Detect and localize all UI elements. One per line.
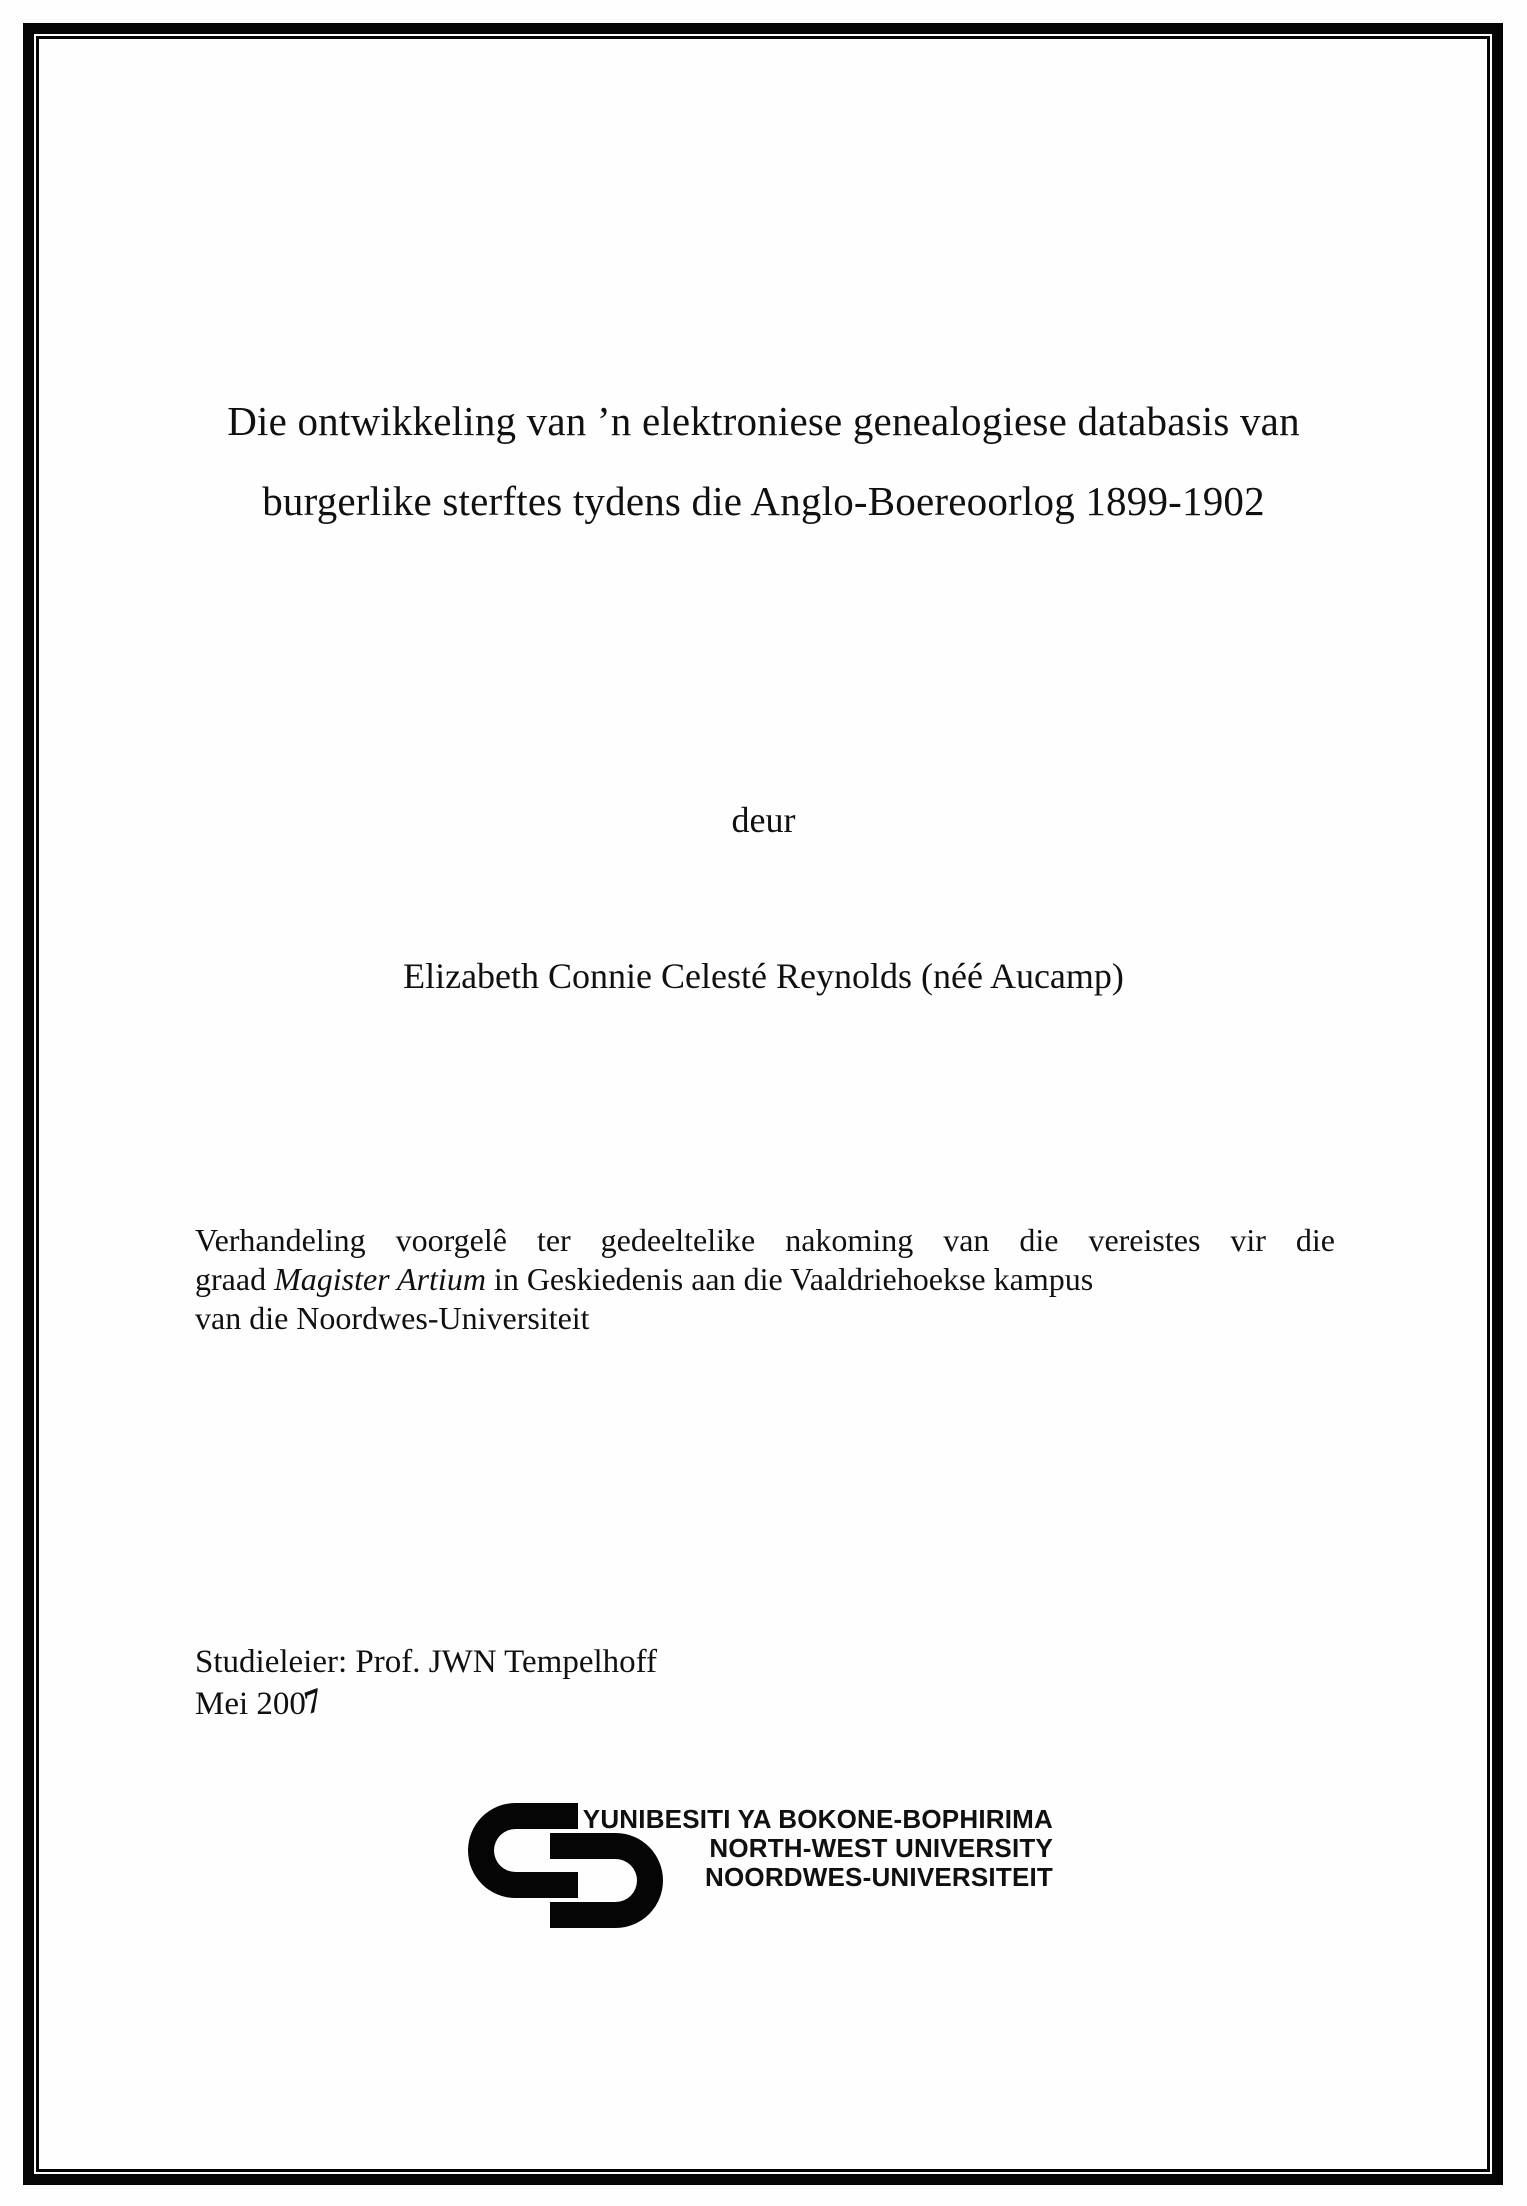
degree-statement-line-3: van die Noordwes-Universiteit xyxy=(195,1300,590,1336)
date-prefix: Mei 200 xyxy=(195,1686,306,1722)
degree-statement-line-1: Verhandeling voorgelê ter gedeeltelike nakoming van die vereistes vir die xyxy=(195,1222,1335,1258)
thesis-title xyxy=(95,381,1432,541)
university-name-block xyxy=(583,1805,1053,1892)
university-name-afrikaans: NOORDWES-UNIVERSITEIT xyxy=(705,1862,1053,1892)
university-logo xyxy=(468,1800,1053,1940)
byline-deur: deur xyxy=(731,800,796,840)
degree-statement xyxy=(195,1221,1335,1338)
author-name: Elizabeth Connie Celesté Reynolds (néé Aucamp) xyxy=(403,956,1124,996)
degree-statement-line-2-pre: graad xyxy=(195,1261,275,1297)
degree-name-italic: Magister Artium xyxy=(274,1261,486,1297)
thesis-title-line-1: Die ontwikkeling van ’n elektroniese genealogiese databasis van xyxy=(227,398,1300,444)
degree-statement-line-2 xyxy=(195,1260,1335,1299)
supervisor-line: Studieleier: Prof. JWN Tempelhoff xyxy=(195,1644,658,1680)
university-name-setswana: YUNIBESITI YA BOKONE-BOPHIRIMA xyxy=(582,1804,1053,1834)
university-name-english: NORTH-WEST UNIVERSITY xyxy=(709,1833,1053,1863)
date-line xyxy=(195,1683,657,1725)
degree-statement-line-2-post: in Geskiedenis aan die Vaaldriehoekse kampus xyxy=(485,1261,1094,1297)
thesis-title-line-2: burgerlike sterftes tydens die Anglo-Boereoorlog 1899-1902 xyxy=(262,478,1265,524)
supervisor-block xyxy=(195,1641,657,1725)
date-digit-seven: 7 xyxy=(301,1681,325,1723)
